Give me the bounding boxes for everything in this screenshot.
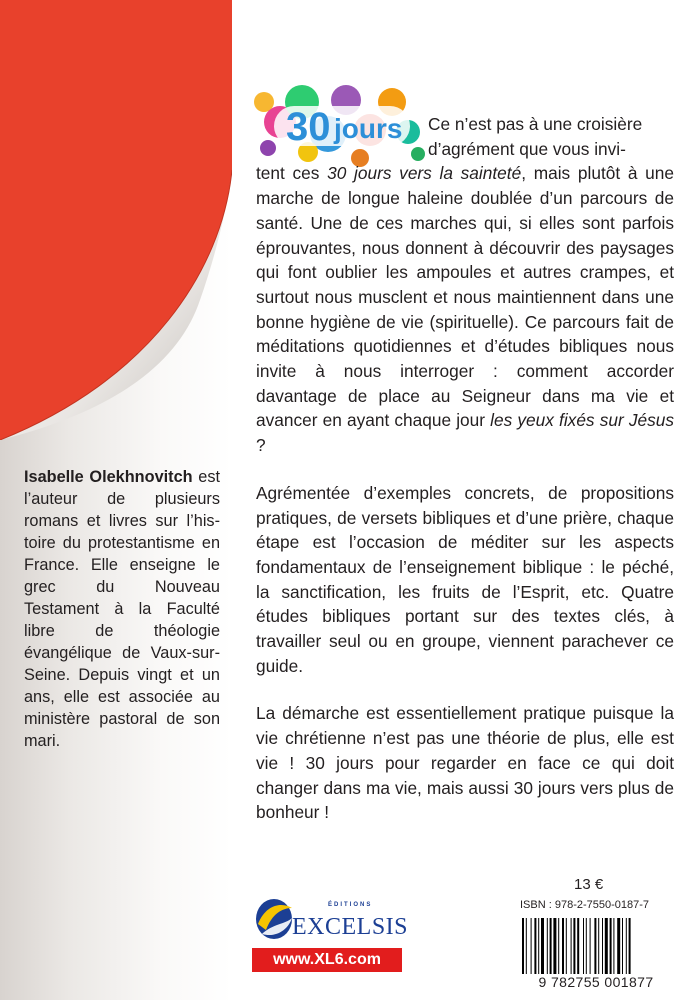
left-column <box>0 0 232 1000</box>
price: 13 € <box>574 876 604 893</box>
barcode-bar <box>538 918 539 974</box>
barcode-digits: 9 782755 001877 <box>512 974 680 990</box>
barcode-bar <box>571 918 572 974</box>
barcode-bar <box>534 918 536 974</box>
barcode-bar <box>626 918 627 974</box>
barcode-bar <box>541 918 544 974</box>
badge-number: 30 <box>286 105 331 149</box>
barcode-bar <box>598 918 599 974</box>
barcode-bar <box>629 918 631 974</box>
barcode-bar <box>526 918 527 974</box>
publisher-small-label: ÉDITIONS <box>328 902 373 908</box>
barcode-bar <box>577 918 579 974</box>
excelsis-swirl-icon <box>252 894 296 944</box>
red-page-curl <box>0 0 232 440</box>
main-text <box>256 112 674 848</box>
barcode-bar <box>531 918 532 974</box>
barcode-bar <box>617 918 620 974</box>
barcode-bar <box>553 918 556 974</box>
paragraph-3: La démarche est essentiellement pratique puisque la vie chrétienne n’est pas une théorie de plus, elle est vie ! 30 jours pour regarder en face ce qui doit changer dans ma vie, mais aussi 30 jours vers plus de bonheur ! <box>256 703 674 823</box>
barcode-bar <box>605 918 608 974</box>
barcode-bar <box>550 918 552 974</box>
barcode-bar <box>610 918 612 974</box>
barcode-bar <box>562 918 564 974</box>
p1-end-italic: les yeux fixés sur Jésus <box>490 410 674 431</box>
p1-title-italic: 30 jours vers la sainteté <box>327 163 522 184</box>
publisher-name: EXCELSIS <box>292 914 409 940</box>
barcode-bar <box>602 918 603 974</box>
barcode-bar <box>558 918 559 974</box>
barcode-bar <box>622 918 623 974</box>
barcode-bar <box>573 918 575 974</box>
barcode-bar <box>547 918 548 974</box>
p1-before-title: tent ces <box>256 163 328 184</box>
paragraph-2: Agrémentée d’exemples concrets, de propositions pratiques, de versets bibliques et d’une prière, chaque étape est l’occasion de méditer sur les aspects fondamentaux de l’enseignement biblique : le péché, la sanctification, les fruits de l’Esprit, etc. Quatre études bibliques portant sur des textes clés, à travailler seul ou en groupe, viennent parachever ce guide. <box>256 482 674 676</box>
barcode-bar <box>586 918 587 974</box>
barcode-bar <box>583 918 584 974</box>
badge-word: jours <box>334 113 403 144</box>
p1-rest: , mais plutôt à une marche de longue haleine doublée d’un parcours de santé. Une de ces marches qui, si elles sont parfois éprouvantes, nous donnent à découvrir des paysages qui font oublier les ampoules et autres crampes, et surtout nous musclent et nous maintiennent dans une bonne hygiène de vie (spirituelle). Ce parcours fait de méditations quotidiennes et d’études bibliques nous invite à nous interroger : comment accorder davantage de place au Seigneur dans ma vie et avancer en ayant chaque jour <box>256 163 674 431</box>
publisher-logo <box>252 888 422 976</box>
publisher-url[interactable]: www.XL6.com <box>252 948 402 972</box>
author-bio-text: est l’auteur de plusieurs romans et livres sur l’histoire du protestantisme en France. Elle enseigne le grec du Nouveau Testament à la Faculté libre de théologie évangélique de Vaux-sur-Seine. Depuis vingt et un ans, elle est associée au ministère pastoral de son mari. <box>24 468 220 750</box>
barcode-bar <box>566 918 567 974</box>
barcode-bar <box>590 918 591 974</box>
author-name: Isabelle Olekhnovitch <box>24 468 193 486</box>
p1-line2: d’agrément que vous invi- <box>428 138 626 159</box>
paragraph-1 <box>256 112 674 458</box>
isbn: ISBN : 978-2-7550-0187-7 <box>520 899 650 911</box>
p1-intro: Ce n’est pas à une croisière <box>428 114 643 134</box>
barcode-bar <box>613 918 614 974</box>
author-bio <box>24 466 220 752</box>
barcode-bar <box>594 918 596 974</box>
barcode-bar <box>522 918 524 974</box>
p1-end: ? <box>256 435 266 456</box>
